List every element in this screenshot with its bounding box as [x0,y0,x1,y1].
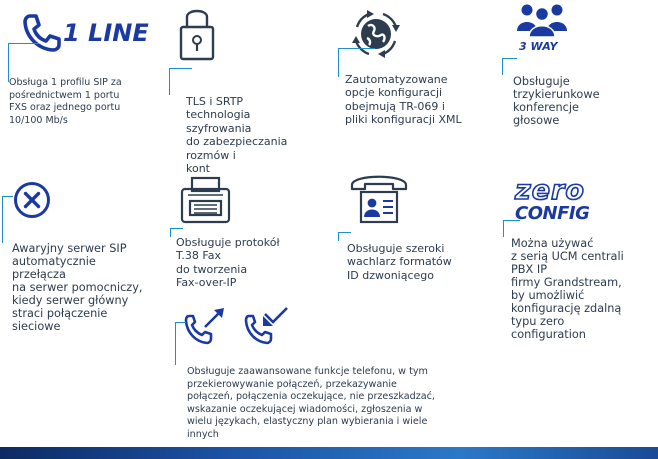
one-line-text: Obsługa 1 profilu SIP za pośrednictwem 1 portu FXS oraz jednego portu 10/100 Mb/s [9,77,122,126]
failover-text: Awaryjny serwer SIP automatycznie przełącza na serwer pomocniczy, kiedy serwer główny straci połączenie sieciowe [12,242,143,333]
one-line-logo: 1 LINE [63,19,149,47]
phone-features-bracket [175,322,186,365]
zero-config-logo-top: zero [515,175,585,206]
zero-config-text: Można używać z serią UCM centrali PBX IP firmy Grandstream, by umożliwić konfigurację zdalną typu zero configuration [511,237,624,341]
three-way-text: Obsługuje trzykierunkowe konferencje głosowe [513,75,600,127]
fax-icon [178,176,234,226]
failover-bracket [2,196,13,243]
auto-config-text: Zautomatyzowane opcje konfiguracji obejmują TR-069 i pliki konfiguracji XML [345,73,462,127]
tls-bracket [169,68,192,95]
call-forward-icons [181,306,303,348]
three-people-icon [516,3,568,37]
zero-config-logo-bottom: CONFIG [515,203,590,224]
x-circle-icon [13,181,51,219]
phone-id-card-icon [349,171,409,225]
three-way-logo: 3 WAY [519,40,558,53]
zero-config-bracket [503,220,520,237]
padlock-icon [179,5,215,63]
fax-text: Obsługuje protokół T.38 Fax do tworzenia Fax-over-IP [176,236,280,290]
tls-text: TLS i SRTP technologia szyfrowania do zabezpieczania rozmów i kont [186,95,288,176]
bottom-band [0,447,658,459]
caller-id-text: Obsługuje szeroki wachlarz formatów ID dzwoniącego [347,242,452,282]
caller-id-bracket [338,232,351,241]
phone-features-text: Obsługuje zaawansowane funkcje telefonu, w tym przekierowywanie połączeń, przekazywanie połączeń, połączenia oczekujące, nie przeszkadzać, wskazanie oczekującej wiadomości, zgłoszenia w wielu językach, elastyczny plan wybierania i wiele innych [187,366,435,440]
three-way-bracket [502,58,517,75]
